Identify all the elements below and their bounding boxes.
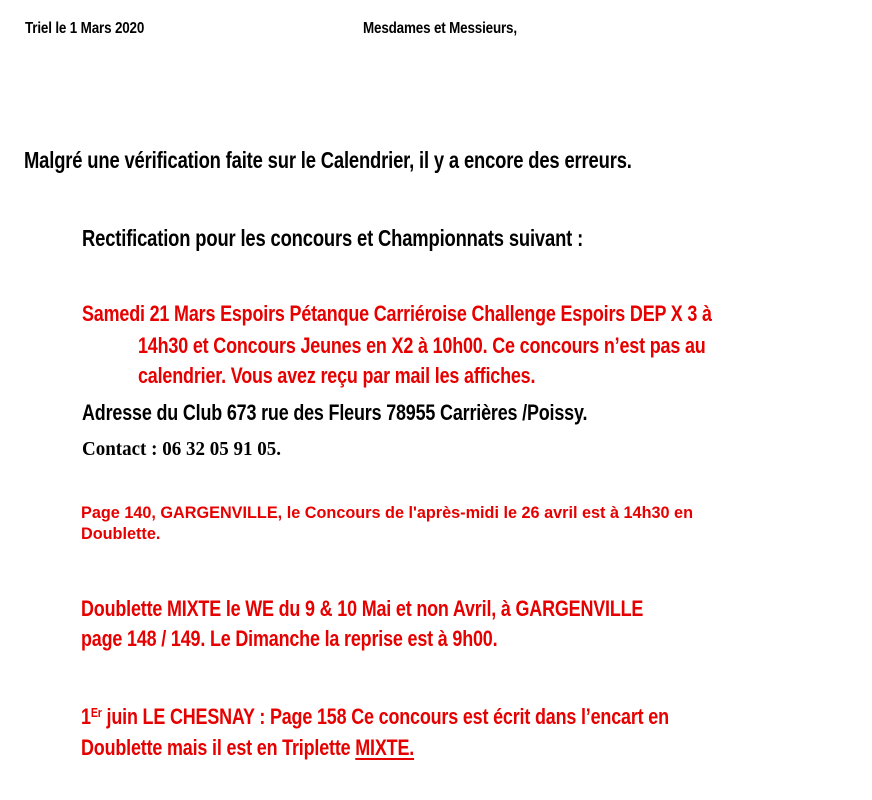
correction-line: 14h30 et Concours Jeunes en X2 à 10h00. Ce concours n’est pas au [138,333,706,358]
date-number: 1 [81,704,91,729]
correction-line [81,735,414,761]
correction-line: Doublette MIXTE le WE du 9 & 10 Mai et non Avril, à GARGENVILLE [81,596,644,621]
correction-line [81,704,669,730]
correction-text: Doublette mais il est en Triplette [81,735,356,760]
rectification-heading: Rectification pour les concours et Championnats suivant : [82,225,584,251]
club-address: Adresse du Club 673 rue des Fleurs 78955 Carrières /Poissy. [82,400,588,425]
correction-line: calendrier. Vous avez reçu par mail les affiches. [138,363,536,388]
underlined-emphasis: MIXTE. [355,735,415,760]
ordinal-superscript: Er [90,705,102,720]
letter-date: Triel le 1 Mars 2020 [25,20,145,37]
correction-line: Doublette. [81,524,161,543]
correction-line: Samedi 21 Mars Espoirs Pétanque Carriéroise Challenge Espoirs DEP X 3 à [82,301,712,326]
letter-salutation: Mesdames et Messieurs, [363,20,517,37]
correction-line: page 148 / 149. Le Dimanche la reprise est à 9h00. [81,626,498,651]
correction-text: juin LE CHESNAY : Page 158 Ce concours est écrit dans l’encart en [101,704,669,729]
intro-paragraph: Malgré une vérification faite sur le Calendrier, il y a encore des erreurs. [24,147,632,173]
correction-line: Page 140, GARGENVILLE, le Concours de l'après-midi le 26 avril est à 14h30 en [81,503,694,522]
club-contact-phone: Contact : 06 32 05 91 05. [82,438,281,460]
